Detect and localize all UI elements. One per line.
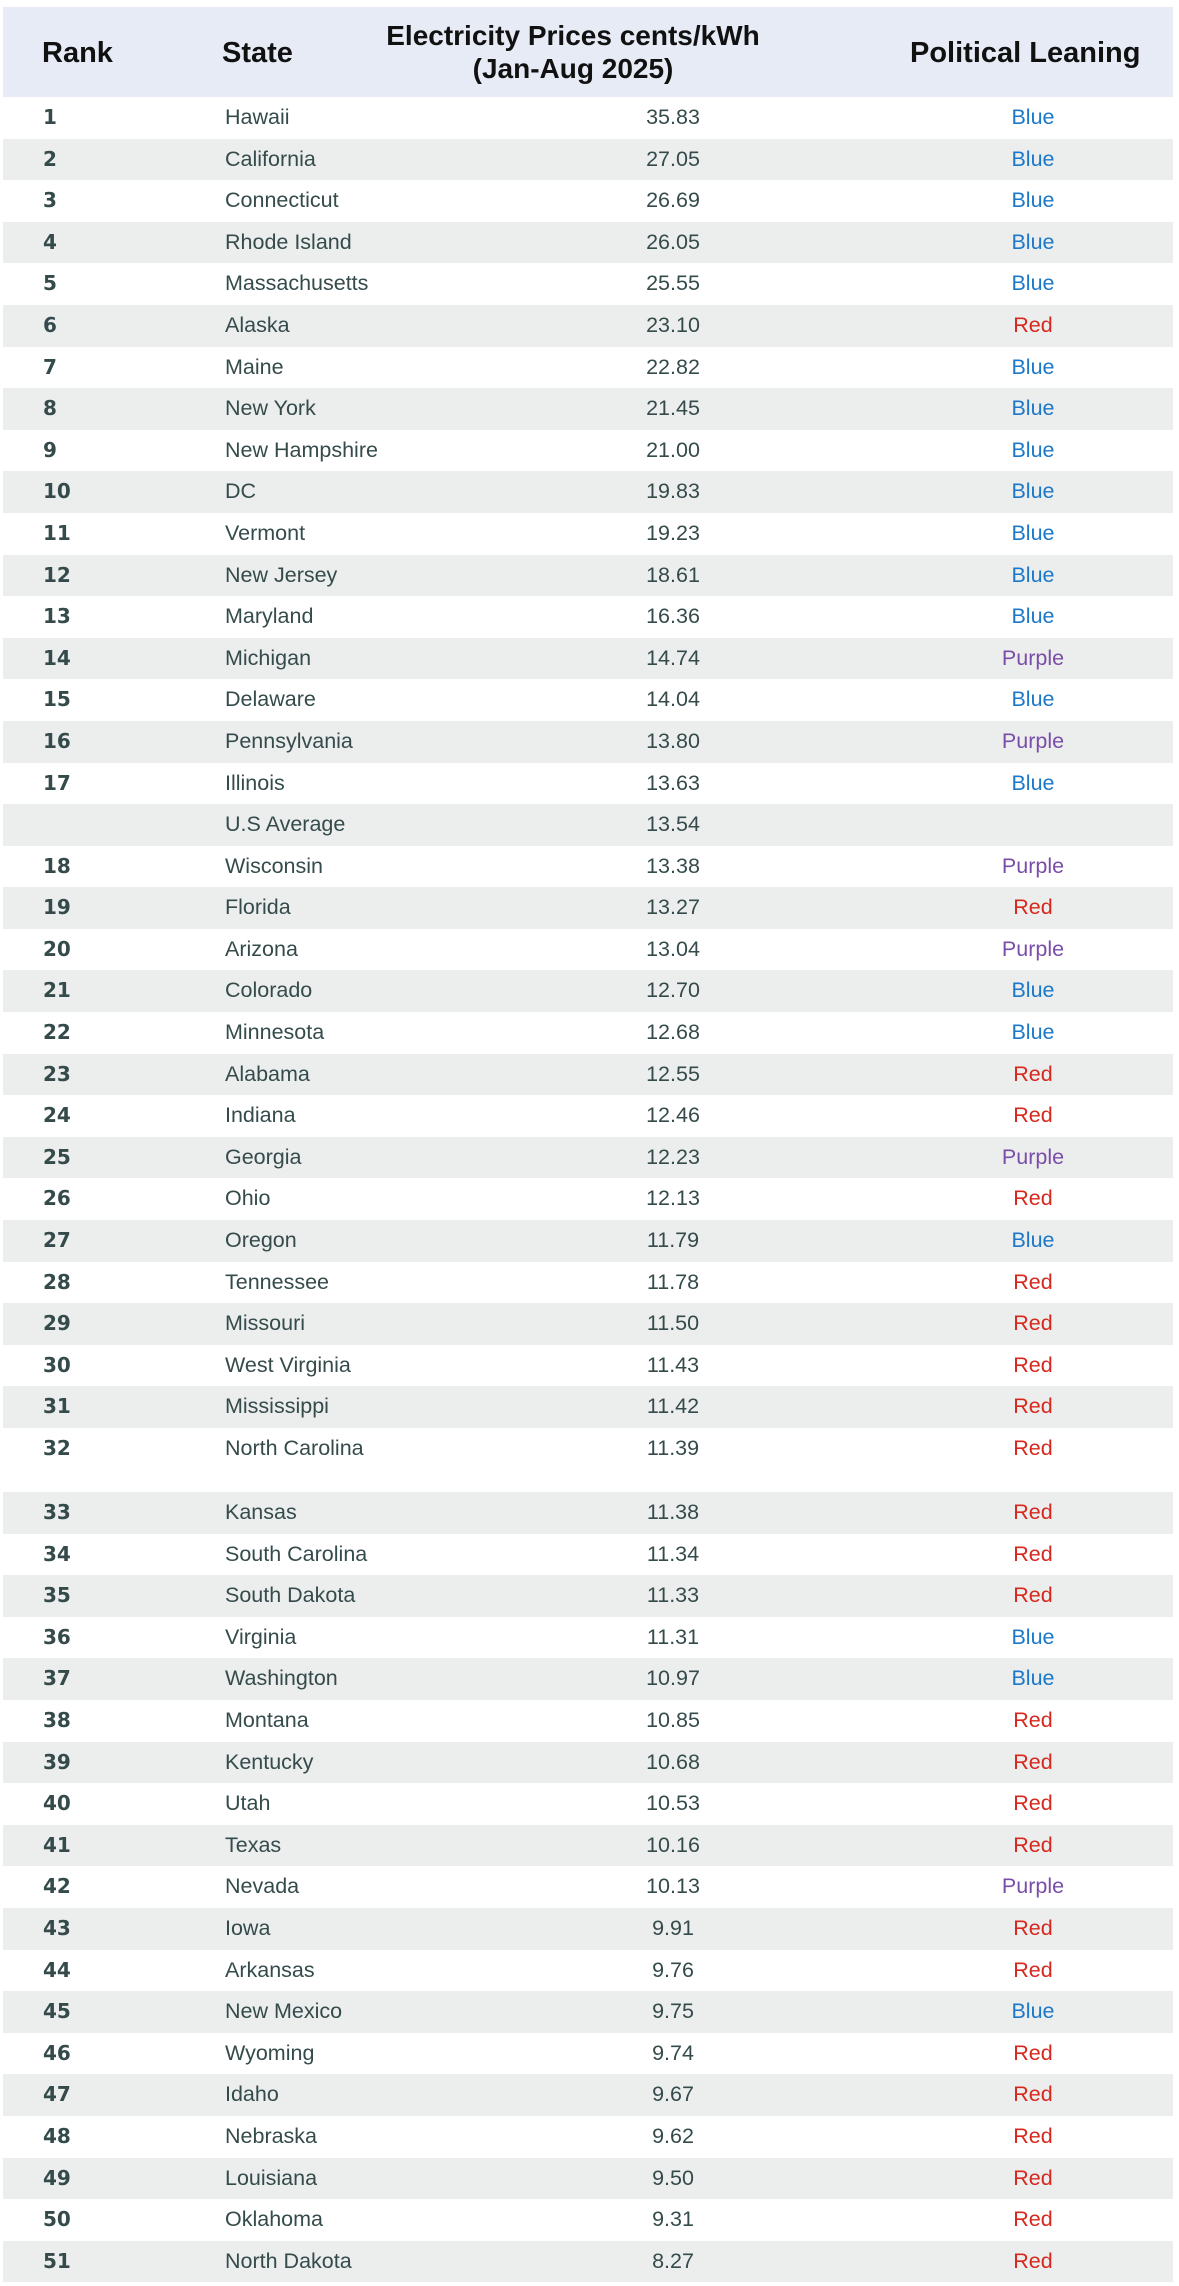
table-row [3,430,1173,472]
rank-cell: 12 [43,562,71,587]
political-leaning-cell: Red [1013,2123,1053,2148]
table-row [3,1658,1173,1700]
political-leaning-cell: Purple [1001,936,1065,961]
state-cell: Massachusetts [225,271,369,296]
table-row [3,513,1173,555]
state-cell: Oregon [225,1228,297,1253]
price-cell: 21.45 [646,396,700,421]
table-row [3,555,1173,597]
price-cell: 12.55 [646,1061,700,1086]
price-cell: 11.78 [646,1269,700,1294]
political-leaning-cell: Red [1013,2248,1053,2273]
political-leaning-cell: Blue [1011,1228,1055,1253]
table-row [3,1492,1173,1534]
rank-cell: 26 [43,1186,71,1211]
state-cell: Louisiana [225,2165,318,2190]
state-cell: South Dakota [225,1583,356,1608]
rank-cell: 25 [43,1144,71,1169]
table-body [3,97,1173,2282]
price-cell: 10.13 [646,1874,700,1899]
political-leaning-cell: Blue [1011,520,1055,545]
table-header [3,7,1173,97]
state-cell: California [225,146,316,171]
state-cell: Minnesota [225,1020,325,1045]
political-leaning-cell: Blue [1011,354,1055,379]
political-leaning-cell: Red [1013,1352,1053,1377]
price-cell: 22.82 [646,354,700,379]
table-row [3,1700,1173,1742]
table-row [3,388,1173,430]
rank-cell: 14 [43,645,71,670]
rank-cell: 43 [43,1915,71,1940]
price-cell: 11.31 [646,1624,700,1649]
political-leaning-cell: Red [1013,1749,1053,1774]
table-row [3,887,1173,929]
political-leaning-cell: Blue [1011,229,1055,254]
political-leaning-cell: Blue [1011,396,1055,421]
rank-cell: 29 [43,1311,71,1336]
price-cell: 10.85 [646,1707,700,1732]
political-leaning-cell: Red [1013,1269,1053,1294]
price-cell: 19.23 [646,520,700,545]
political-leaning-cell: Blue [1011,146,1055,171]
state-cell: Arkansas [225,1957,315,1982]
political-leaning-cell: Red [1013,1311,1053,1336]
price-cell: 9.76 [652,1957,694,1982]
table-row [3,1095,1173,1137]
price-cell: 9.50 [652,2165,694,2190]
political-leaning-cell: Blue [1011,479,1055,504]
table-row [3,596,1173,638]
price-cell: 23.10 [646,312,700,337]
table-row [3,1991,1173,2033]
rank-cell: 32 [43,1436,71,1460]
political-leaning-cell: Blue [1011,105,1055,129]
table-row [3,1386,1173,1428]
table-row [3,1866,1173,1908]
rank-cell: 4 [43,229,57,254]
table-row [3,1303,1173,1345]
header-price-line2: (Jan-Aug 2025) [472,53,674,84]
table-row [3,1428,1173,1492]
price-cell: 14.74 [646,645,700,670]
political-leaning-cell: Red [1013,1541,1053,1566]
price-cell: 9.74 [652,2040,694,2065]
price-cell: 16.36 [646,604,700,629]
price-cell: 9.67 [652,2082,694,2107]
state-cell: Alaska [225,312,290,337]
political-leaning-cell: Red [1013,1832,1053,1857]
state-cell: Maine [225,354,284,379]
rank-cell: 13 [43,604,71,629]
political-leaning-cell: Purple [1001,1144,1065,1169]
price-cell: 12.46 [646,1103,700,1128]
price-cell: 26.05 [646,229,700,254]
state-cell: Arizona [225,936,298,961]
rank-cell: 6 [43,312,57,337]
table-row [3,970,1173,1012]
rank-cell: 15 [43,687,71,712]
state-cell: Michigan [225,645,312,670]
rank-cell: 34 [43,1541,71,1566]
rank-cell: 16 [43,728,71,753]
state-cell: Hawaii [225,105,290,129]
price-cell: 9.31 [652,2207,694,2232]
table-row [3,1908,1173,1950]
price-cell: 13.38 [646,853,700,878]
rank-cell: 49 [43,2165,71,2190]
rank-cell: 47 [43,2082,71,2107]
state-cell: New Hampshire [225,437,378,462]
price-cell: 13.04 [646,936,700,961]
state-cell: Alabama [225,1061,310,1086]
rank-cell: 50 [43,2207,71,2232]
table-row [3,763,1173,805]
state-cell: Washington [225,1666,338,1691]
table-row [3,1742,1173,1784]
political-leaning-cell: Blue [1011,978,1055,1003]
rank-cell: 33 [43,1500,71,1524]
political-leaning-cell: Blue [1011,604,1055,629]
price-cell: 11.38 [646,1500,700,1524]
price-cell: 21.00 [646,437,700,462]
political-leaning-cell: Red [1013,1186,1053,1211]
table-row [3,1178,1173,1220]
price-cell: 11.34 [646,1541,700,1566]
state-cell: Texas [225,1832,282,1857]
political-leaning-cell: Red [1013,1915,1053,1940]
state-cell: Mississippi [225,1394,329,1419]
table-row [3,721,1173,763]
rank-cell: 42 [43,1874,71,1899]
state-cell: Idaho [225,2082,279,2107]
header-political-leaning: Political Leaning [910,37,1141,69]
price-cell: 12.23 [646,1144,700,1169]
table-row [3,471,1173,513]
rank-cell: 24 [43,1103,71,1128]
state-cell: New York [225,396,316,421]
table-row [3,2116,1173,2158]
table-row [3,347,1173,389]
rank-cell: 37 [43,1666,71,1691]
political-leaning-cell: Blue [1011,437,1055,462]
price-cell: 13.27 [646,895,700,920]
rank-cell: 7 [43,354,57,379]
table-row [3,1137,1173,1179]
price-cell: 13.63 [646,770,700,795]
price-cell: 8.27 [652,2248,694,2273]
table-row [3,804,1173,846]
rank-cell: 2 [43,146,57,171]
table-row [3,929,1173,971]
price-cell: 27.05 [646,146,700,171]
state-cell: Ohio [225,1186,271,1211]
price-cell: 26.69 [646,188,700,213]
political-leaning-cell: Blue [1011,1624,1055,1649]
rank-cell: 1 [43,105,57,129]
rank-cell: 9 [43,437,57,462]
political-leaning-cell: Red [1013,1707,1053,1732]
rank-cell: 5 [43,271,57,296]
rank-cell: 19 [43,895,71,920]
table-row [3,139,1173,181]
table-row [3,180,1173,222]
state-cell: Iowa [225,1915,271,1940]
state-cell: West Virginia [225,1352,351,1377]
price-cell: 10.53 [646,1791,700,1816]
table-row [3,97,1173,139]
political-leaning-cell: Red [1013,1500,1053,1524]
state-cell: Vermont [225,520,306,545]
table-row [3,1345,1173,1387]
state-cell: Delaware [225,687,316,712]
price-cell: 9.62 [652,2123,694,2148]
state-cell: South Carolina [225,1541,368,1566]
state-cell: Florida [225,895,291,920]
price-cell: 18.61 [646,562,700,587]
price-cell: 11.43 [646,1352,700,1377]
table-row [3,1950,1173,1992]
state-cell: Nevada [225,1874,300,1899]
political-leaning-cell: Red [1013,1583,1053,1608]
table-row [3,2199,1173,2241]
political-leaning-cell: Red [1013,1957,1053,1982]
state-cell: U.S Average [225,812,346,837]
table-row [3,2241,1173,2283]
price-cell: 13.80 [646,728,700,753]
price-cell: 19.83 [646,479,700,504]
political-leaning-cell: Red [1013,895,1053,920]
table-row [3,1262,1173,1304]
political-leaning-cell: Red [1013,2165,1053,2190]
rank-cell: 46 [43,2040,71,2065]
political-leaning-cell: Red [1013,1436,1053,1460]
price-cell: 11.39 [646,1436,700,1460]
state-cell: Rhode Island [225,229,352,254]
table-row [3,1012,1173,1054]
state-cell: Illinois [225,770,285,795]
state-cell: Colorado [225,978,313,1003]
rank-cell: 41 [43,1832,71,1857]
rank-cell: 45 [43,1999,71,2024]
state-cell: Kentucky [225,1749,314,1774]
rank-cell: 38 [43,1707,71,1732]
table-row [3,846,1173,888]
price-cell: 25.55 [646,271,700,296]
rank-cell: 40 [43,1791,71,1816]
price-cell: 12.13 [646,1186,700,1211]
table-row [3,305,1173,347]
political-leaning-cell: Red [1013,2207,1053,2232]
table-row [3,1783,1173,1825]
rank-cell: 35 [43,1583,71,1608]
state-cell: DC [225,479,257,504]
political-leaning-cell: Red [1013,1394,1053,1419]
state-cell: Nebraska [225,2123,318,2148]
political-leaning-cell: Blue [1011,687,1055,712]
political-leaning-cell: Red [1013,2082,1053,2107]
price-cell: 11.33 [646,1583,700,1608]
table-row [3,1534,1173,1576]
state-cell: Montana [225,1707,309,1732]
rank-cell: 21 [43,978,71,1003]
state-cell: Wisconsin [225,853,323,878]
political-leaning-cell: Purple [1001,1874,1065,1899]
rank-cell: 31 [43,1394,71,1419]
state-cell: Oklahoma [225,2207,323,2232]
political-leaning-cell: Blue [1011,271,1055,296]
price-cell: 12.68 [646,1020,700,1045]
rank-cell: 3 [43,188,57,213]
political-leaning-cell: Purple [1001,853,1065,878]
table-row [3,2033,1173,2075]
table-row [3,1220,1173,1262]
state-cell: Virginia [225,1624,297,1649]
state-cell: Utah [225,1791,271,1816]
rank-cell: 20 [43,936,71,961]
political-leaning-cell: Red [1013,1103,1053,1128]
header-rank: Rank [42,37,113,69]
political-leaning-cell: Purple [1001,728,1065,753]
political-leaning-cell: Red [1013,1791,1053,1816]
political-leaning-cell: Blue [1011,1666,1055,1691]
state-cell: Connecticut [225,188,339,213]
political-leaning-cell: Blue [1011,1999,1055,2024]
price-cell: 35.83 [646,105,700,129]
table-row [3,1575,1173,1617]
table-row [3,679,1173,721]
table-row [3,638,1173,680]
price-cell: 10.68 [646,1749,700,1774]
rank-cell: 18 [43,853,71,878]
state-cell: Missouri [225,1311,306,1336]
rank-cell: 27 [43,1228,71,1253]
rank-cell: 22 [43,1020,71,1045]
price-cell: 14.04 [646,687,700,712]
price-cell: 12.70 [646,978,700,1003]
rank-cell: 51 [43,2248,71,2273]
state-cell: Kansas [225,1500,297,1524]
state-cell: Maryland [225,604,314,629]
table-row [3,2158,1173,2200]
price-cell: 10.97 [646,1666,700,1691]
political-leaning-cell: Blue [1011,770,1055,795]
rank-cell: 48 [43,2123,71,2148]
state-cell: New Mexico [225,1999,343,2024]
political-leaning-cell: Purple [1001,645,1065,670]
table-row [3,2074,1173,2116]
state-cell: Wyoming [225,2040,315,2065]
state-cell: Tennessee [225,1269,329,1294]
rank-cell: 36 [43,1624,71,1649]
political-leaning-cell: Blue [1011,562,1055,587]
rank-cell: 17 [43,770,71,795]
price-cell: 9.91 [652,1915,694,1940]
rank-cell: 11 [43,520,71,545]
table-row [3,263,1173,305]
rank-cell: 10 [43,479,71,504]
state-cell: Indiana [225,1103,296,1128]
state-cell: North Carolina [225,1436,364,1460]
price-cell: 11.79 [646,1228,700,1253]
rank-cell: 23 [43,1061,71,1086]
header-price-line1: Electricity Prices cents/kWh [386,20,760,51]
rank-cell: 44 [43,1957,71,1982]
electricity-price-table [3,7,1173,2282]
rank-cell: 8 [43,396,57,421]
table-row [3,1054,1173,1096]
table-row [3,1617,1173,1659]
political-leaning-cell: Red [1013,312,1053,337]
state-cell: North Dakota [225,2248,352,2273]
state-cell: New Jersey [225,562,338,587]
table-row [3,222,1173,264]
state-cell: Pennsylvania [225,728,353,753]
price-cell: 11.42 [646,1394,700,1419]
state-cell: Georgia [225,1144,302,1169]
political-leaning-cell: Blue [1011,188,1055,213]
price-cell: 13.54 [646,812,700,837]
political-leaning-cell: Blue [1011,1020,1055,1045]
political-leaning-cell: Red [1013,2040,1053,2065]
rank-cell: 30 [43,1352,71,1377]
price-cell: 11.50 [646,1311,700,1336]
price-cell: 9.75 [652,1999,694,2024]
price-cell: 10.16 [646,1832,700,1857]
rank-cell: 28 [43,1269,71,1294]
header-price [358,19,788,85]
political-leaning-cell: Red [1013,1061,1053,1086]
table-row [3,1825,1173,1867]
rank-cell: 39 [43,1749,71,1774]
header-state: State [222,37,293,69]
